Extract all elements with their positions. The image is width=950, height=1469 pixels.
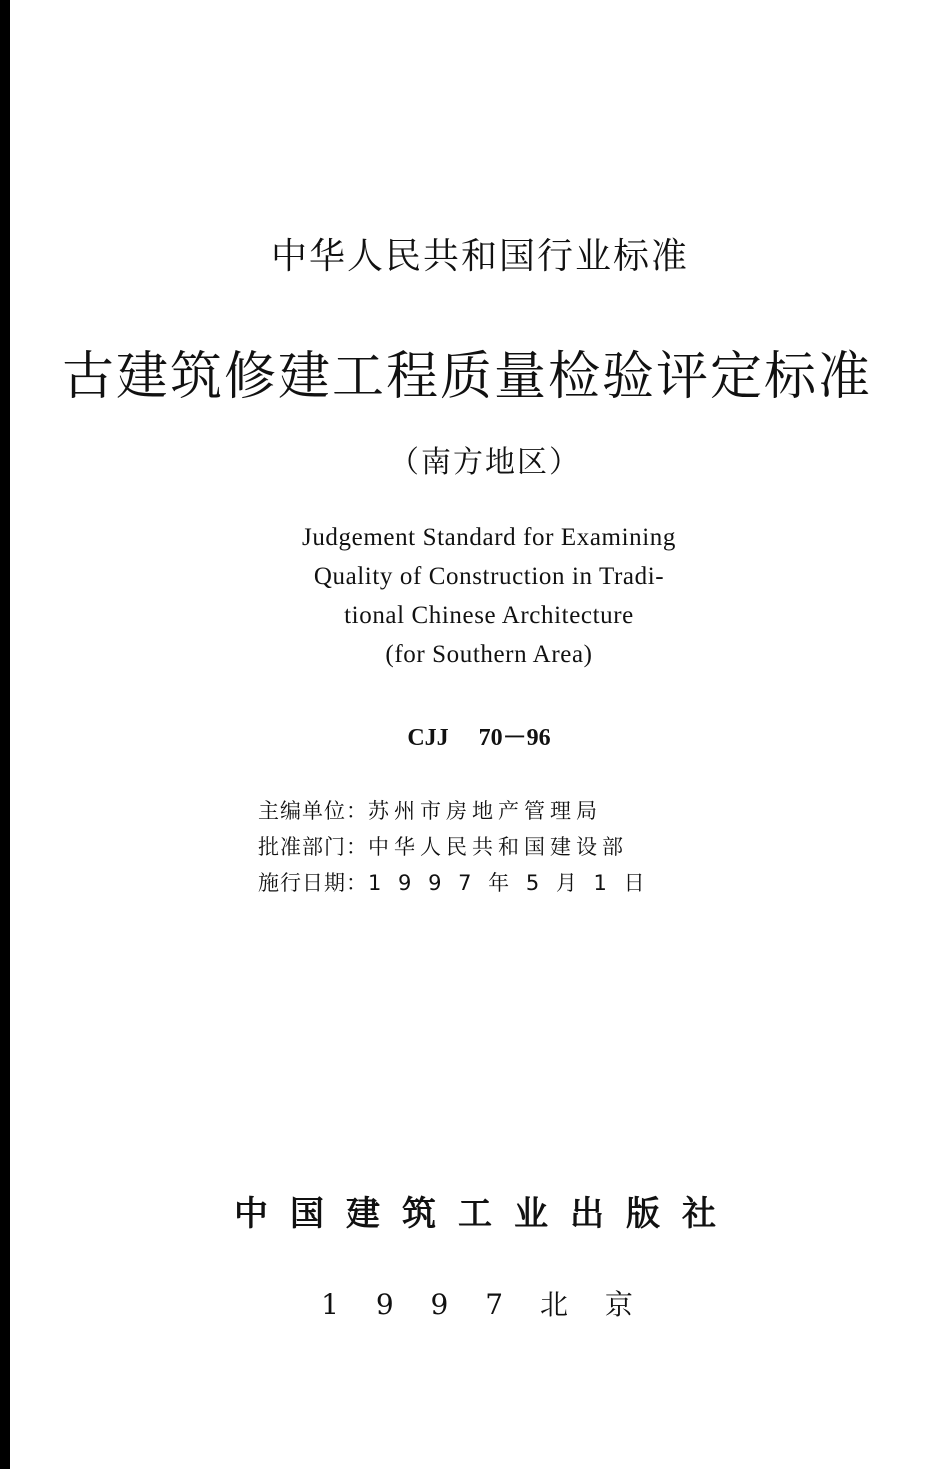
english-title: [0, 518, 950, 674]
info-value: 1 9 9 7 年 5 月 1 日: [368, 871, 650, 895]
info-block: [258, 793, 650, 901]
info-value: 中华人民共和国建设部: [368, 835, 628, 859]
standard-code-prefix: CJJ: [407, 725, 449, 751]
info-row-approver: [258, 829, 650, 865]
series-title: 中华人民共和国行业标准: [270, 236, 689, 277]
english-title-line: tional Chinese Architecture: [344, 602, 634, 629]
publication-year-place: 1 9 9 7 北 京: [321, 1288, 647, 1321]
info-label: 施行日期：: [258, 871, 368, 895]
english-title-line: (for Southern Area): [385, 641, 593, 668]
page-title: 古建筑修建工程质量检验评定标准: [61, 347, 872, 407]
english-title-line: Judgement Standard for Examining: [302, 524, 676, 551]
info-row-editor: [258, 793, 650, 829]
info-label: 批准部门：: [258, 835, 368, 859]
english-title-line: Quality of Construction in Tradi-: [313, 563, 665, 590]
info-value: 苏州市房地产管理局: [368, 799, 602, 823]
info-label: 主编单位：: [258, 799, 368, 823]
region-note: （南方地区）: [389, 445, 581, 480]
standard-code-number: 70－96: [478, 725, 551, 751]
info-row-effective-date: [258, 865, 650, 901]
standard-code: [0, 717, 950, 752]
publisher-name: 中国建筑工业出版社: [234, 1194, 738, 1234]
